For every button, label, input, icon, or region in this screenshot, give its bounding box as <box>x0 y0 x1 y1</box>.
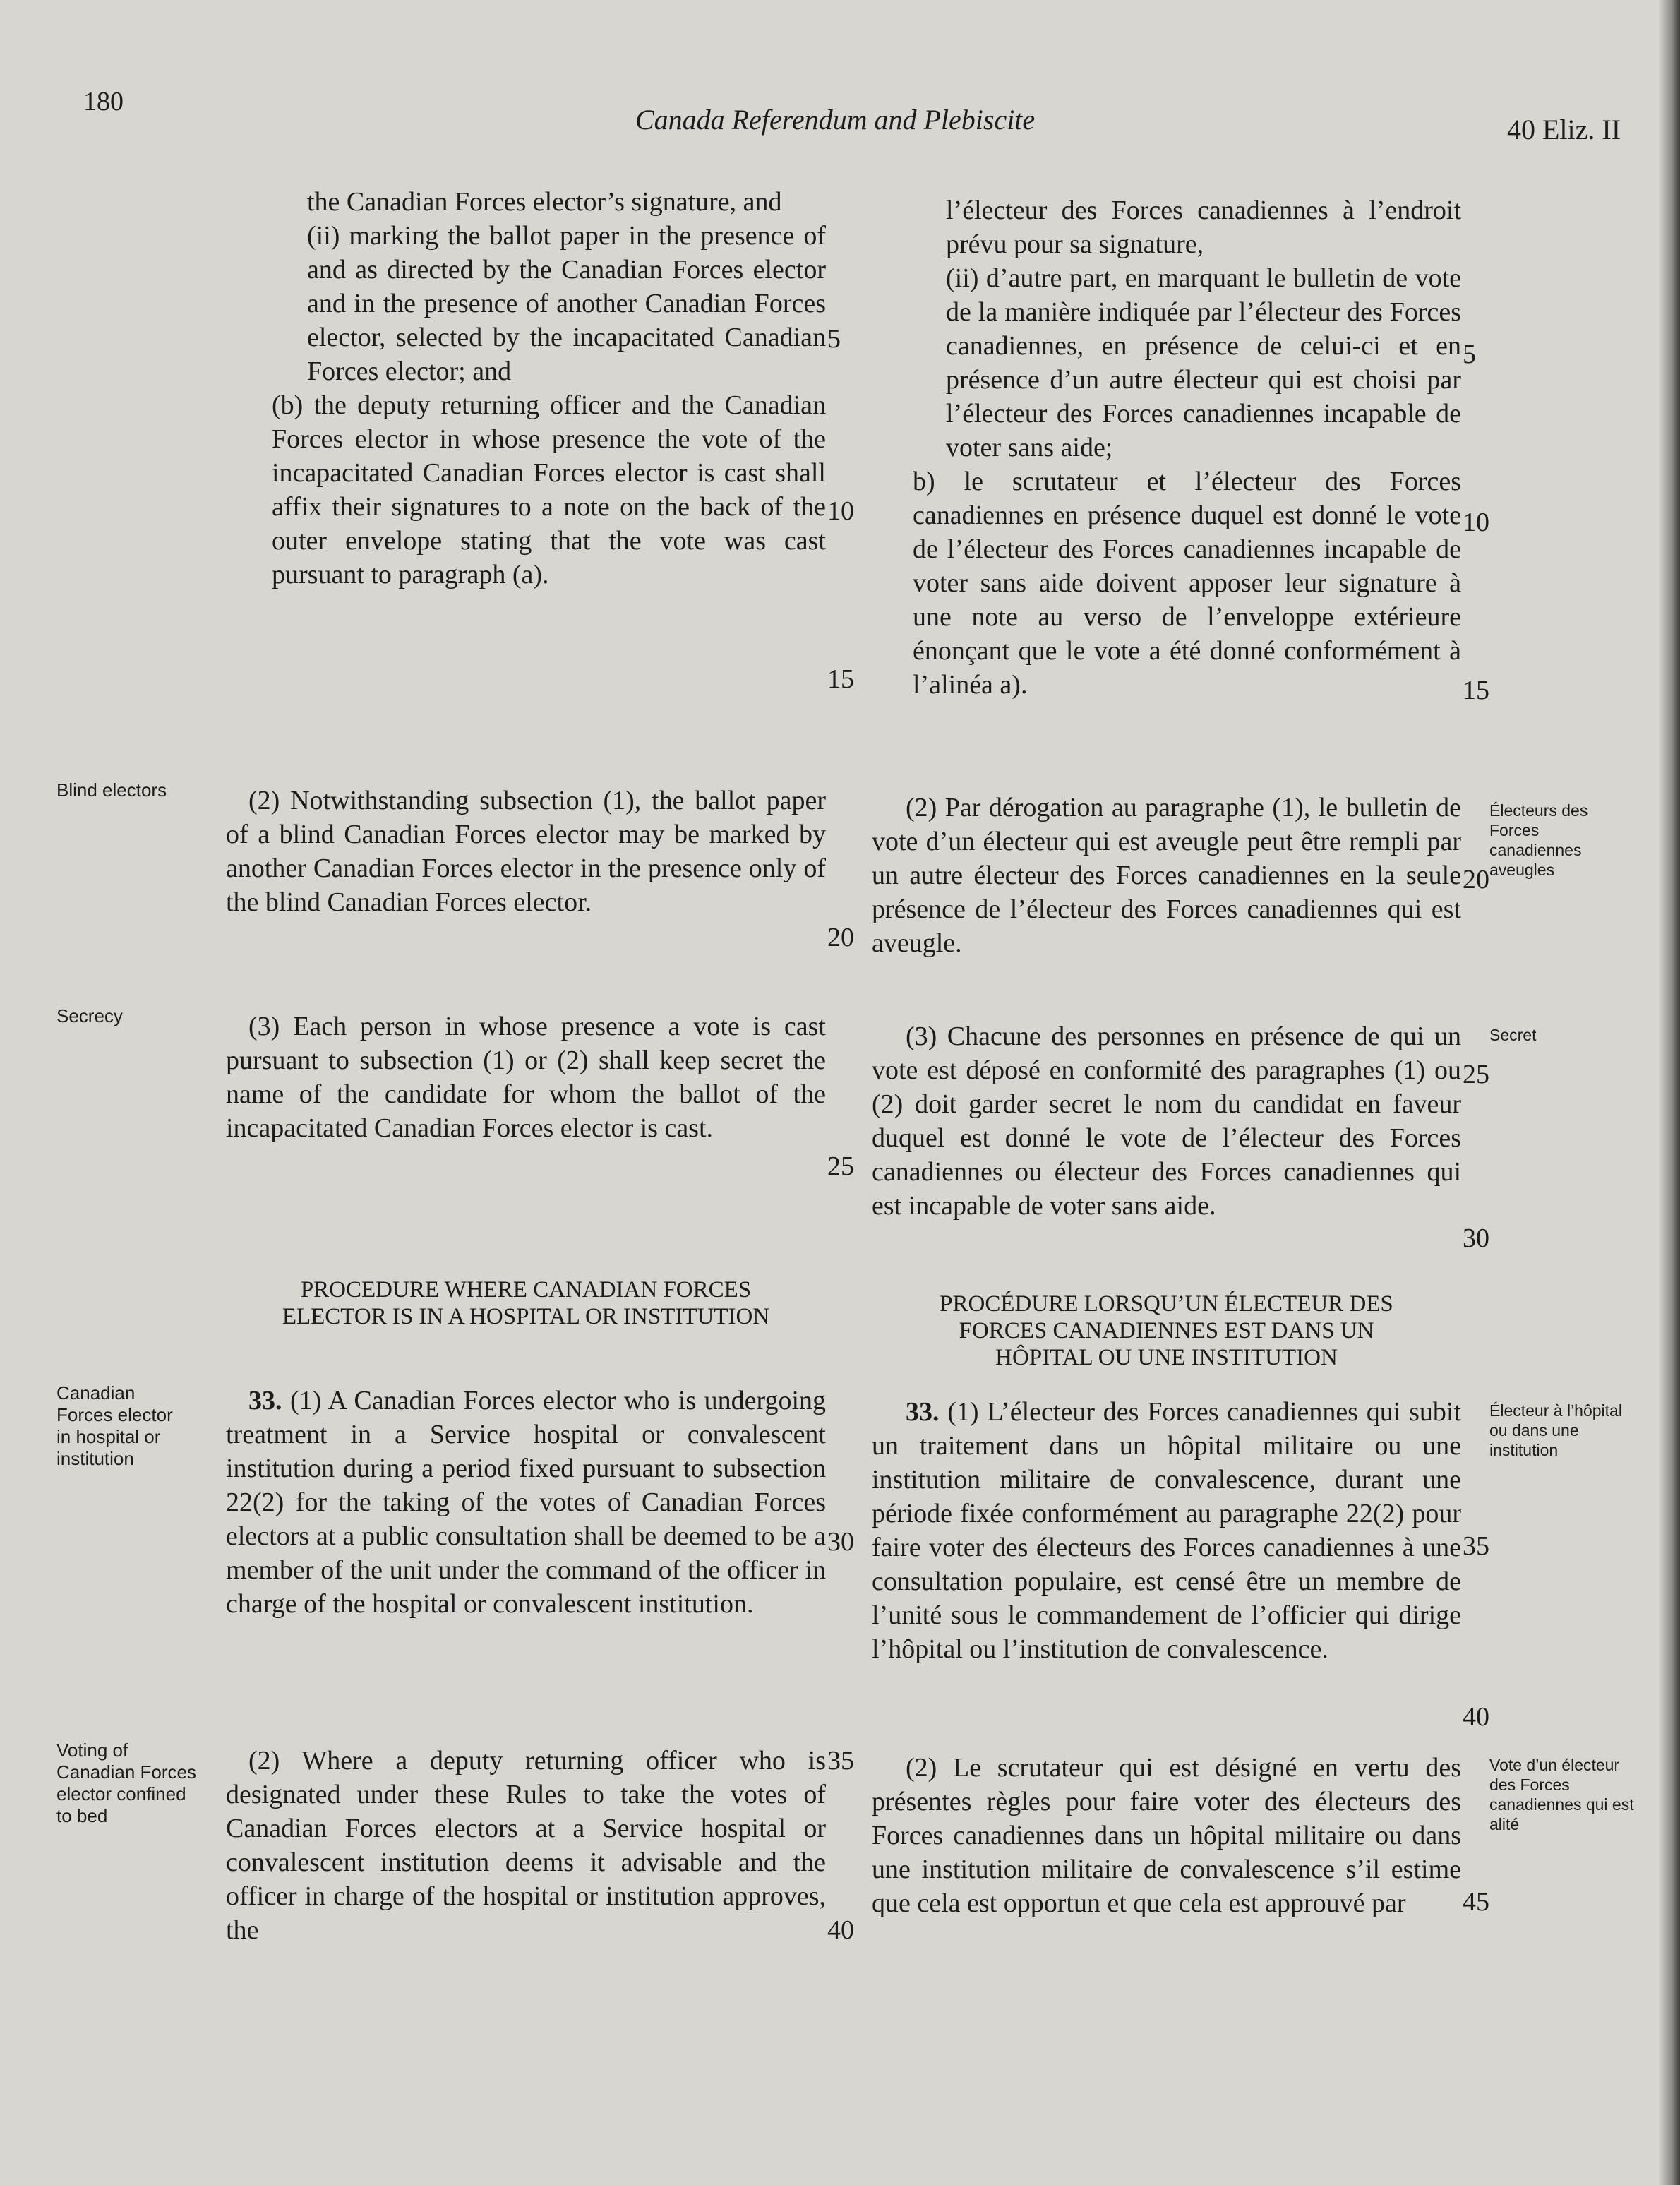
en-carryover-block <box>226 185 826 592</box>
line-number: 40 <box>1463 1702 1489 1732</box>
line-number: 15 <box>1463 676 1489 705</box>
regnal-year: 40 Eliz. II <box>1507 114 1621 145</box>
line-number: 30 <box>1463 1223 1489 1253</box>
en-section-33-2: (2) Where a deputy returning officer who is designated under these Rules to take the votes of Canadian Forces electors at a Service hospital or convalescent institution deems it advisable and the officer in charge of the hospital or institution approves, the <box>226 1746 826 1945</box>
margin-note-fr-secrecy: Secret <box>1489 1026 1537 1044</box>
line-number: 20 <box>1463 865 1489 894</box>
en-section-33-1: 33. (1) A Canadian Forces elector who is undergoing treatment in a Service hospital or convalescent institution during a period fixed pursuant to subsection 22(2) for the taking of the votes of Canadian Forces electors at a public consultation shall be deemed to be a member of the unit under the command of the officer in charge of the hospital or convalescent institution. <box>226 1386 826 1619</box>
line-number: 35 <box>1463 1531 1489 1561</box>
line-number: 35 <box>827 1746 854 1776</box>
margin-note-secrecy: Secrecy <box>56 1005 123 1026</box>
fr-item-b: b) le scrutateur et l’électeur des Forces canadiennes en présence duquel est donné le vote de l’électeur des Forces canadiennes incapable de voter sans aide doivent apposer leur signature à une note au verso de l’enveloppe extérieure énonçant que le vote a été donné conformément à l’alinéa a). <box>913 467 1461 700</box>
fr-subsection-3: (3) Chacune des personnes en présence de qui un vote est déposé en conformité des paragraphes (1) ou (2) doit garder secret le nom du candidat en faveur duquel est donné le vote de l’électeur des Forces canadiennes ou électeur des Forces canadiennes qui est incapable de voter sans aide. <box>872 1022 1461 1221</box>
en-item-ii: (ii) marking the ballot paper in the presence of and as directed by the Canadian Forces elector and in the presence of another Canadian Forces elector, selected by the incapacitated Canadian Forces elector; and <box>307 221 826 386</box>
fr-carryover-block <box>872 193 1461 702</box>
line-number: 45 <box>1463 1887 1489 1917</box>
en-subsection-3: (3) Each person in whose presence a vote is cast pursuant to subsection (1) or (2) shall keep secret the name of the candidate for whom the ballot of the incapacitated Canadian Forces elector is cast. <box>226 1012 826 1143</box>
en-item-b: (b) the deputy returning officer and the Canadian Forces elector in whose presence the vote of the incapacitated Canadian Forces elector is cast shall affix their signatures to a note on the back of the outer envelope stating that the vote was cast pursuant to paragraph (a). <box>272 390 826 589</box>
en-carryover: the Canadian Forces elector’s signature, and <box>307 187 782 217</box>
margin-note-fr-hospital: Électeur à l’hôpital ou dans une institution <box>1489 1401 1622 1459</box>
fr-carryover: l’électeur des Forces canadiennes à l’endroit prévu pour sa signature, <box>946 196 1461 259</box>
running-title: Canada Referendum and Plebiscite <box>635 104 1036 136</box>
fr-section-heading: PROCÉDURE LORSQU’UN ÉLECTEUR DES FORCES CANADIENNES EST DANS UN HÔPITAL OU UNE INSTITUTION <box>940 1291 1393 1370</box>
fr-section-33-2: (2) Le scrutateur qui est désigné en vertu des présentes règles pour faire voter des électeurs des Forces canadiennes dans un hôpital militaire ou dans une institution militaire de convalescence s’il estime que cela est opportun et que cela est approuvé par <box>872 1753 1461 1918</box>
line-number: 40 <box>827 1915 854 1945</box>
line-number: 10 <box>827 496 854 526</box>
line-number: 25 <box>1463 1060 1489 1089</box>
en-section-number: 33. <box>248 1386 282 1415</box>
page-edge-shadow <box>1659 0 1680 2185</box>
margin-note-fr-blind-electors: Électeurs des Forces canadiennes aveugles <box>1489 801 1588 879</box>
line-number: 5 <box>1463 340 1476 369</box>
fr-subsection-2: (2) Par dérogation au paragraphe (1), le bulletin de vote d’un électeur qui est aveugle peut être rempli par un autre électeur des Forces canadiennes en la seule présence de l’électeur des Forces canadiennes qui est aveugle. <box>872 793 1461 958</box>
page-number: 180 <box>83 87 124 116</box>
margin-note-fr-confined-to-bed: Vote d’un électeur des Forces canadiennes qui est alité <box>1489 1756 1634 1833</box>
en-subsection-2: (2) Notwithstanding subsection (1), the ballot paper of a blind Canadian Forces elector may be marked by another Canadian Forces elector in the presence only of the blind Canadian Forces elector. <box>226 786 826 917</box>
line-number: 5 <box>827 324 841 354</box>
line-number: 20 <box>827 923 854 952</box>
margin-note-hospital: Canadian Forces elector in hospital or institution <box>56 1382 173 1469</box>
en-section-heading: PROCEDURE WHERE CANADIAN FORCES ELECTOR IS IN A HOSPITAL OR INSTITUTION <box>282 1277 770 1329</box>
margin-note-confined-to-bed: Voting of Canadian Forces elector confined to bed <box>56 1740 196 1826</box>
margin-note-blind-electors: Blind electors <box>56 779 167 801</box>
line-number: 15 <box>827 664 854 694</box>
fr-item-ii: (ii) d’autre part, en marquant le bulletin de vote de la manière indiquée par l’électeur des Forces canadiennes, en présence de celui-ci et en présence d’un autre électeur qui est choisi par l’électeur des Forces canadiennes incapable de voter sans aide; <box>946 263 1461 462</box>
fr-section-number: 33. <box>906 1397 940 1427</box>
fr-section-33-1: 33. (1) L’électeur des Forces canadiennes qui subit un traitement dans un hôpital militaire ou une institution militaire de convalescence, durant une période fixée conformément au paragraphe 22(2) pour faire voter des électeurs des Forces canadiennes à une consultation populaire, est censé être un membre de l’unité sous le commandement de l’officier qui dirige l’hôpital ou l’institution de convalescence. <box>872 1397 1461 1664</box>
line-number: 25 <box>827 1151 854 1181</box>
line-number: 30 <box>827 1527 854 1557</box>
line-number: 10 <box>1463 508 1489 537</box>
